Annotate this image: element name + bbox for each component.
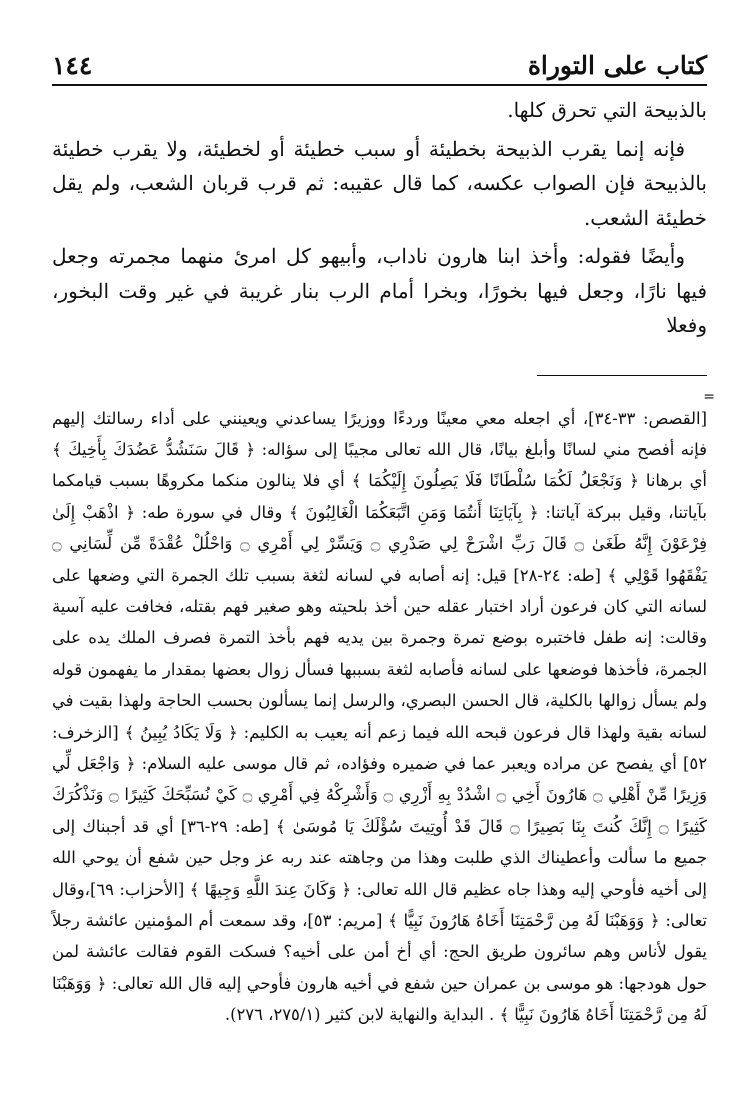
- running-title: كتاب على التوراة: [527, 51, 707, 80]
- footnote-separator: [52, 347, 715, 405]
- footnote-rule: [537, 375, 707, 376]
- book-page: [52, 40, 715, 1080]
- footnote-continuation-mark: =: [703, 388, 715, 405]
- main-paragraph: فإنه إنما يقرب الذبيحة بخطيئة أو سبب خطيئة أو لخطيئة، ولا يقرب خطيئة بالذبيحة فإن الصواب عكسه، كما قال عقيبه: ثم قرب قربان الشعب، ولم يقل خطيئة الشعب.: [52, 136, 707, 230]
- main-paragraph: وأيضًا فقوله: وأخذ ابنا هارون ناداب، وأبيهو كل امرئ منهما مجمرته وجعل فيها نارًا، وجعل فيها بخورًا، وبخرا أمام الرب بنار غريبة في غير وقت البخور، وفعلا: [52, 244, 707, 337]
- main-text: [52, 93, 707, 343]
- page-header: [52, 40, 707, 86]
- footnote: [52, 403, 707, 1031]
- footnote-text: [القصص: ٣٣-٣٤]، أي اجعله معي معينًا وردءًا ووزيرًا يساعدني ويعينني على أداء رسالتك إليهم فإنه أفصح مني لسانًا وأبلغ بيانًا، قال الله تعالى مجيبًا إلى سؤاله: ﴿ قَالَ سَنَشُدُّ عَضُدَكَ بِأَخِيكَ ﴾ أي برهانا ﴿ وَنَجْعَلُ لَكُمَا سُلْطَانًا فَلَا يَصِلُونَ إِلَيْكُمَا ﴾ أي فلا ينالون منكما مكروهًا بسبب قيامكما بآياتنا، وقيل ببركة آياتنا: ﴿ بِآيَاتِنَا أَنتُمَا وَمَنِ اتَّبَعَكُمَا الْغَالِبُونَ ﴾ وقال في سورة طه: ﴿ اذْهَبْ إِلَىٰ فِرْعَوْنَ إِنَّهُ طَغَىٰ ۝ قَالَ رَبِّ اشْرَحْ لِي صَدْرِي ۝ وَيَسِّرْ لِي أَمْرِي ۝ وَاحْلُلْ عُقْدَةً مِّن لِّسَانِي ۝ يَفْقَهُوا قَوْلِي ﴾ [طه: ٢٤-٢٨] قيل: إنه أصابه في لسانه لثغة بسبب تلك الجمرة التي وضعها على لسانه التي كان فرعون أراد اختبار عقله حين أخذ بلحيته وهو صغير فهم بقتله، فخافت عليه آسية وقالت: إنه طفل فاختبره بوضع تمرة وجمرة بين يديه فهم بأخذ التمرة فصرف الملك يده على الجمرة، فأخذها فوضعها على لسانه فأصابه لثغة بسببها فسأل زوال بعضها بمقدار ما يفهمون قوله ولم يسأل زوالها بالكلية، قال الحسن البصري، والرسل إنما يسألون بحسب الحاجة ولهذا بقيت في لسانه بقية ولهذا قال فرعون قبحه الله فيما زعم أنه يعيب به الكليم: ﴿ وَلَا يَكَادُ يُبِينُ ﴾ [الزخرف: ٥٢] أي يفصح عن مراده ويعبر عما في ضميره وفؤاده، ثم قال موسى عليه السلام: ﴿ وَاجْعَل لِّي وَزِيرًا مِّنْ أَهْلِي ۝ هَارُونَ أَخِي ۝ اشْدُدْ بِهِ أَزْرِي ۝ وَأَشْرِكْهُ فِي أَمْرِي ۝ كَيْ نُسَبِّحَكَ كَثِيرًا ۝ وَنَذْكُرَكَ كَثِيرًا ۝ إِنَّكَ كُنتَ بِنَا بَصِيرًا ۝ قَالَ قَدْ أُوتِيتَ سُؤْلَكَ يَا مُوسَىٰ ﴾ [طه: ٢٩-٣٦] أي قد أجبناك إلى جميع ما سألت وأعطيناك الذي طلبت وهذا من وجاهته عند ربه عز وجل حين شفع أن يوحي الله إلى أخيه فأوحي إليه وهذا جاه عظيم قال الله تعالى: ﴿ وَكَانَ عِندَ اللَّهِ وَجِيهًا ﴾ [الأحزاب: ٦٩]،وقال تعالى: ﴿ وَوَهَبْنَا لَهُ مِن رَّحْمَتِنَا أَخَاهُ هَارُونَ نَبِيًّا ﴾ [مريم: ٥٣]، وقد سمعت أم المؤمنين عائشة رجلاً يقول لأناس وهم سائرون طريق الحج: أي أخ أمن على أخيه؟ فسكت القوم فقالت عائشة لمن حول هودجها: هو موسى بن عمران حين شفع في أخيه هارون فأوحي إليه قال الله تعالى: ﴿ وَوَهَبْنَا لَهُ مِن رَّحْمَتِنَا أَخَاهُ هَارُونَ نَبِيًّا ﴾ . البداية والنهاية لابن كثير (٢٧٥/١، ٢٧٦).: [52, 408, 708, 1025]
- main-paragraph: بالذبيحة التي تحرق كلها.: [507, 98, 707, 122]
- page-number: ١٤٤: [52, 51, 93, 80]
